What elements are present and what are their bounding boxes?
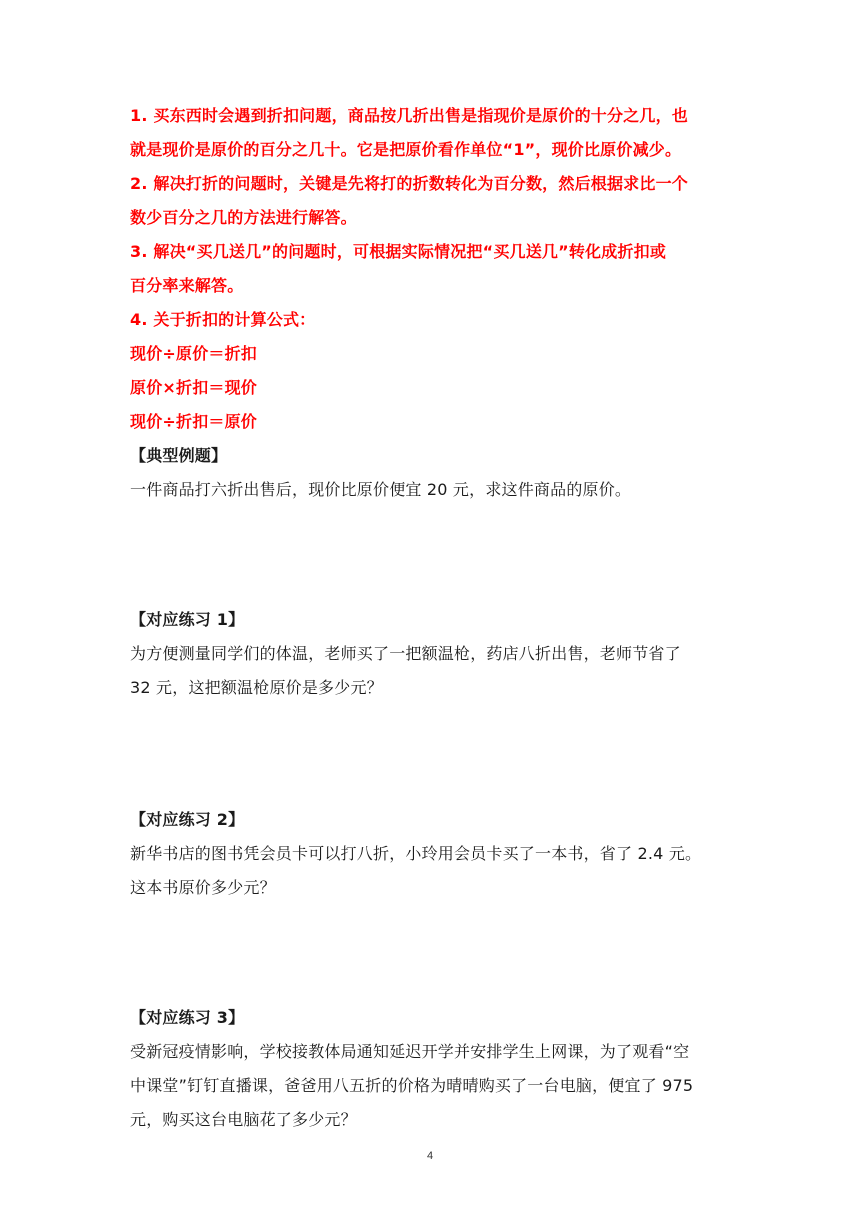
page-number: 4: [426, 1150, 434, 1162]
practice-1-section: [130, 603, 732, 705]
formula-2: 原价×折扣＝现价: [130, 378, 258, 397]
knowledge-point-1-line-1: 1. 买东西时会遇到折扣问题，商品按几折出售是指现价是原价的十分之几，也: [130, 106, 688, 125]
example-section: [130, 439, 732, 507]
example-text: 一件商品打六折出售后，现价比原价便宜 20 元，求这件商品的原价。: [130, 480, 632, 499]
practice-3-line-1: 受新冠疫情影响，学校接教体局通知延迟开学并安排学生上网课，为了观看“空: [130, 1042, 690, 1061]
formula-1: 现价÷原价＝折扣: [130, 344, 258, 363]
practice-3-line-3: 元，购买这台电脑花了多少元？: [130, 1110, 357, 1129]
practice-3-heading: 【对应练习 3】: [130, 1008, 245, 1027]
knowledge-point-3-line-2: 百分率来解答。: [130, 276, 244, 295]
knowledge-point-4-title: 4. 关于折扣的计算公式：: [130, 310, 316, 329]
answer-space-example: [130, 507, 732, 603]
answer-space-practice-1: [130, 705, 732, 803]
practice-2-line-2: 这本书原价多少元？: [130, 878, 276, 897]
knowledge-point-2-line-2: 数少百分之几的方法进行解答。: [130, 208, 357, 227]
example-heading: 【典型例题】: [130, 446, 228, 465]
answer-space-practice-2: [130, 905, 732, 1001]
practice-1-line-2: 32 元，这把额温枪原价是多少元？: [130, 678, 383, 697]
practice-2-heading: 【对应练习 2】: [130, 810, 245, 829]
page-content: [130, 99, 732, 1137]
formula-3: 现价÷折扣＝原价: [130, 412, 258, 431]
knowledge-point-3-line-1: 3. 解决“买几送几”的问题时，可根据实际情况把“买几送几”转化成折扣或: [130, 242, 667, 261]
knowledge-point-2-line-1: 2. 解决打折的问题时，关键是先将打的折数转化为百分数，然后根据求比一个: [130, 174, 688, 193]
knowledge-section: [130, 99, 732, 439]
practice-2-section: [130, 803, 732, 905]
practice-3-line-2: 中课堂”钉钉直播课，爸爸用八五折的价格为晴晴购买了一台电脑，便宜了 975: [130, 1076, 694, 1095]
practice-1-heading: 【对应练习 1】: [130, 610, 245, 629]
knowledge-point-1-line-2: 就是现价是原价的百分之几十。它是把原价看作单位“1”，现价比原价减少。: [130, 140, 682, 159]
practice-3-section: [130, 1001, 732, 1137]
practice-2-line-1: 新华书店的图书凭会员卡可以打八折，小玲用会员卡买了一本书，省了 2.4 元。: [130, 844, 702, 863]
practice-1-line-1: 为方便测量同学们的体温，老师买了一把额温枪，药店八折出售，老师节省了: [130, 644, 681, 663]
